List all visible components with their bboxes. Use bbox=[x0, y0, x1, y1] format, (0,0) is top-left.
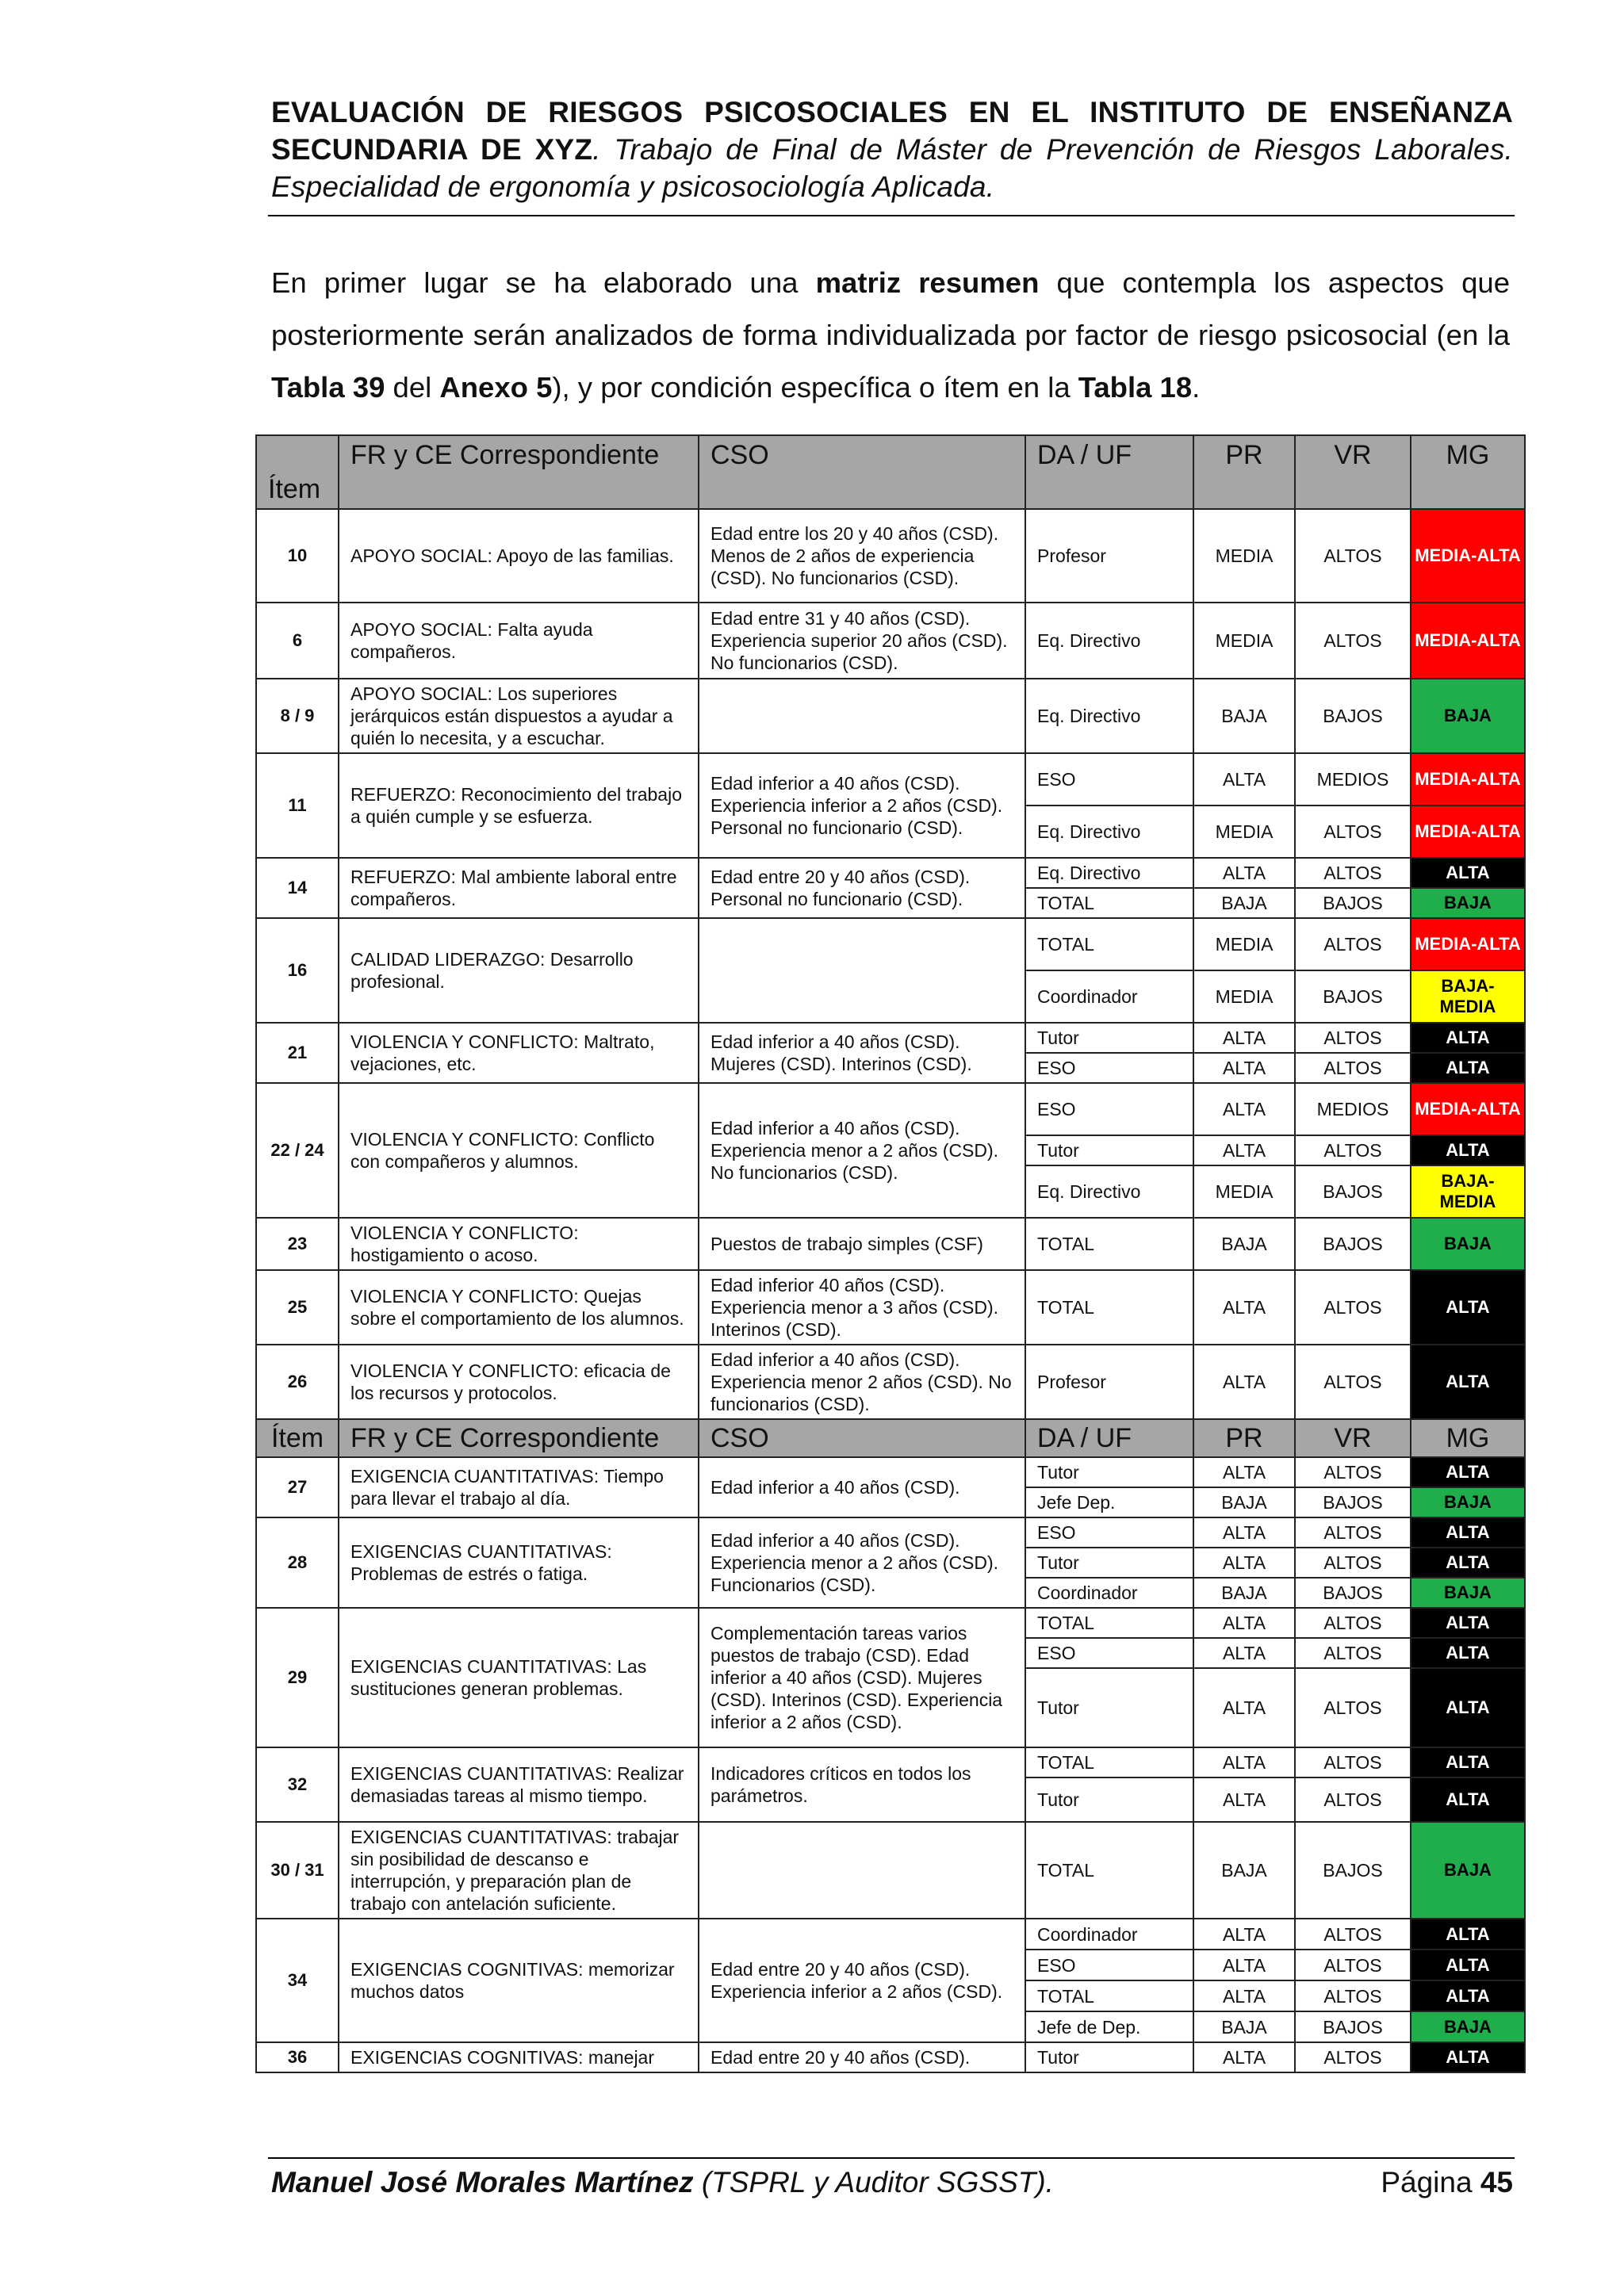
da-uf-cell: Tutor bbox=[1025, 1023, 1193, 1053]
risk-factor-cell: REFUERZO: Mal ambiente laboral entre compañeros. bbox=[339, 858, 699, 918]
vr-cell: ALTOS bbox=[1295, 918, 1411, 970]
mg-rating-badge: ALTA bbox=[1411, 1980, 1525, 2011]
intro-text: En primer lugar se ha elaborado una bbox=[271, 266, 816, 299]
vr-cell: BAJOS bbox=[1295, 1165, 1411, 1218]
pr-cell: MEDIA bbox=[1193, 1165, 1295, 1218]
header-cell-cso: CSO bbox=[699, 435, 1025, 509]
vr-cell: ALTOS bbox=[1295, 2042, 1411, 2072]
da-uf-cell: TOTAL bbox=[1025, 1270, 1193, 1345]
item-number: 22 / 24 bbox=[256, 1083, 339, 1218]
pr-cell: ALTA bbox=[1193, 1023, 1295, 1053]
da-uf-cell: TOTAL bbox=[1025, 1218, 1193, 1270]
da-uf-cell: Coordinador bbox=[1025, 1919, 1193, 1950]
pr-cell: ALTA bbox=[1193, 1083, 1295, 1135]
table-row bbox=[256, 2042, 1525, 2072]
cso-cell bbox=[699, 918, 1025, 1023]
item-number: 16 bbox=[256, 918, 339, 1023]
vr-cell: BAJOS bbox=[1295, 970, 1411, 1023]
risk-factor-cell: VIOLENCIA Y CONFLICTO: Conflicto con compañeros y alumnos. bbox=[339, 1083, 699, 1218]
da-uf-cell: TOTAL bbox=[1025, 1980, 1193, 2011]
intro-bold: matriz resumen bbox=[815, 266, 1040, 299]
table-row bbox=[256, 1083, 1525, 1135]
header-subtitle: . Trabajo de Final de Máster de Prevención de Riesgos Laborales. Especialidad de ergonomía y psicosociología Aplicada. bbox=[271, 133, 1513, 203]
intro-bold: Tabla 18 bbox=[1078, 371, 1193, 404]
mg-rating-badge: BAJA-MEDIA bbox=[1411, 1165, 1525, 1218]
intro-text: que contempla los aspectos que posteriormente serán analizados de forma individualizada por factor de riesgo psicosocial (en la bbox=[271, 266, 1511, 351]
vr-cell: ALTOS bbox=[1295, 1023, 1411, 1053]
header-cell-vr: VR bbox=[1295, 435, 1411, 509]
da-uf-cell: Tutor bbox=[1025, 1457, 1193, 1487]
vr-cell: ALTOS bbox=[1295, 1517, 1411, 1548]
da-uf-cell: TOTAL bbox=[1025, 1608, 1193, 1638]
table-header-row bbox=[256, 435, 1525, 509]
mg-rating-badge: MEDIA-ALTA bbox=[1411, 509, 1525, 603]
cso-cell: Edad inferior a 40 años (CSD). bbox=[699, 1457, 1025, 1517]
header-cell-cso: CSO bbox=[699, 1419, 1025, 1457]
running-header bbox=[271, 94, 1513, 205]
mg-rating-badge: ALTA bbox=[1411, 858, 1525, 888]
risk-factor-cell: EXIGENCIAS CUANTITATIVAS: Las sustituciones generan problemas. bbox=[339, 1608, 699, 1747]
mg-rating-badge: ALTA bbox=[1411, 1608, 1525, 1638]
da-uf-cell: TOTAL bbox=[1025, 1822, 1193, 1919]
item-number: 29 bbox=[256, 1608, 339, 1747]
item-number: 30 / 31 bbox=[256, 1822, 339, 1919]
vr-cell: BAJOS bbox=[1295, 2011, 1411, 2042]
item-number: 14 bbox=[256, 858, 339, 918]
header-cell-fr: FR y CE Correspondiente bbox=[339, 435, 699, 509]
table-row bbox=[256, 858, 1525, 888]
table-row bbox=[256, 1608, 1525, 1638]
cso-cell: Edad inferior a 40 años (CSD). Experiencia menor 2 años (CSD). No funcionarios (CSD). bbox=[699, 1345, 1025, 1419]
vr-cell: ALTOS bbox=[1295, 858, 1411, 888]
item-number: 32 bbox=[256, 1747, 339, 1822]
da-uf-cell: ESO bbox=[1025, 1083, 1193, 1135]
risk-factor-cell: VIOLENCIA Y CONFLICTO: Quejas sobre el comportamiento de los alumnos. bbox=[339, 1270, 699, 1345]
vr-cell: ALTOS bbox=[1295, 1345, 1411, 1419]
page-label: Página bbox=[1381, 2166, 1480, 2198]
vr-cell: ALTOS bbox=[1295, 1457, 1411, 1487]
pr-cell: ALTA bbox=[1193, 1457, 1295, 1487]
da-uf-cell: ESO bbox=[1025, 1638, 1193, 1668]
da-uf-cell: ESO bbox=[1025, 1053, 1193, 1083]
pr-cell: ALTA bbox=[1193, 1980, 1295, 2011]
mg-rating-badge: ALTA bbox=[1411, 1270, 1525, 1345]
item-number: 11 bbox=[256, 753, 339, 858]
vr-cell: ALTOS bbox=[1295, 1548, 1411, 1578]
header-cell-fr: FR y CE Correspondiente bbox=[339, 1419, 699, 1457]
vr-cell: BAJOS bbox=[1295, 1487, 1411, 1517]
risk-factor-cell: EXIGENCIAS COGNITIVAS: manejar bbox=[339, 2042, 699, 2072]
header-cell-da: DA / UF bbox=[1025, 1419, 1193, 1457]
mg-rating-badge: MEDIA-ALTA bbox=[1411, 918, 1525, 970]
item-number: 25 bbox=[256, 1270, 339, 1345]
mg-rating-badge: ALTA bbox=[1411, 1919, 1525, 1950]
intro-bold: Tabla 39 bbox=[271, 371, 385, 404]
vr-cell: ALTOS bbox=[1295, 1747, 1411, 1777]
table-row bbox=[256, 1023, 1525, 1053]
da-uf-cell: TOTAL bbox=[1025, 1747, 1193, 1777]
vr-cell: ALTOS bbox=[1295, 603, 1411, 679]
pr-cell: MEDIA bbox=[1193, 509, 1295, 603]
header-cell-item: Ítem bbox=[256, 1419, 339, 1457]
risk-factor-cell: VIOLENCIA Y CONFLICTO: eficacia de los recursos y protocolos. bbox=[339, 1345, 699, 1419]
pr-cell: ALTA bbox=[1193, 858, 1295, 888]
table-row bbox=[256, 1747, 1525, 1777]
table-row bbox=[256, 1345, 1525, 1419]
cso-cell: Edad entre los 20 y 40 años (CSD). Menos de 2 años de experiencia (CSD). No funcionarios (CSD). bbox=[699, 509, 1025, 603]
risk-factor-cell: APOYO SOCIAL: Los superiores jerárquicos están dispuestos a ayudar a quién lo necesita, y a escuchar. bbox=[339, 679, 699, 753]
cso-cell: Edad entre 20 y 40 años (CSD). Experiencia inferior a 2 años (CSD). bbox=[699, 1919, 1025, 2042]
risk-factor-cell: CALIDAD LIDERAZGO: Desarrollo profesional. bbox=[339, 918, 699, 1023]
pr-cell: ALTA bbox=[1193, 753, 1295, 806]
pr-cell: ALTA bbox=[1193, 1950, 1295, 1980]
mg-rating-badge: ALTA bbox=[1411, 1053, 1525, 1083]
page-footer bbox=[271, 2164, 1513, 2201]
header-cell-item: Ítem bbox=[256, 435, 339, 509]
vr-cell: ALTOS bbox=[1295, 1638, 1411, 1668]
pr-cell: ALTA bbox=[1193, 2042, 1295, 2072]
page-number bbox=[1381, 2164, 1513, 2201]
table-header-row bbox=[256, 1419, 1525, 1457]
pr-cell: MEDIA bbox=[1193, 806, 1295, 858]
pr-cell: ALTA bbox=[1193, 1517, 1295, 1548]
header-cell-pr: PR bbox=[1193, 435, 1295, 509]
footer-author: Manuel José Morales Martínez bbox=[271, 2166, 694, 2198]
pr-cell: ALTA bbox=[1193, 1919, 1295, 1950]
da-uf-cell: ESO bbox=[1025, 1950, 1193, 1980]
pr-cell: MEDIA bbox=[1193, 970, 1295, 1023]
da-uf-cell: Tutor bbox=[1025, 1668, 1193, 1747]
pr-cell: ALTA bbox=[1193, 1053, 1295, 1083]
risk-factor-cell: EXIGENCIAS CUANTITATIVAS: trabajar sin posibilidad de descanso e interrupción, y preparación plan de trabajo con antelación suficiente. bbox=[339, 1822, 699, 1919]
mg-rating-badge: ALTA bbox=[1411, 1950, 1525, 1980]
vr-cell: BAJOS bbox=[1295, 888, 1411, 918]
header-cell-mg: MG bbox=[1411, 1419, 1525, 1457]
mg-rating-badge: MEDIA-ALTA bbox=[1411, 1083, 1525, 1135]
risk-factor-cell: EXIGENCIAS CUANTITATIVAS: Problemas de estrés o fatiga. bbox=[339, 1517, 699, 1608]
item-number: 23 bbox=[256, 1218, 339, 1270]
table-row bbox=[256, 1270, 1525, 1345]
da-uf-cell: Tutor bbox=[1025, 2042, 1193, 2072]
mg-rating-badge: ALTA bbox=[1411, 1517, 1525, 1548]
da-uf-cell: Coordinador bbox=[1025, 1578, 1193, 1608]
cso-cell: Edad entre 20 y 40 años (CSD). bbox=[699, 2042, 1025, 2072]
mg-rating-badge: MEDIA-ALTA bbox=[1411, 753, 1525, 806]
header-cell-pr: PR bbox=[1193, 1419, 1295, 1457]
table-row bbox=[256, 918, 1525, 970]
risk-factor-cell: APOYO SOCIAL: Falta ayuda compañeros. bbox=[339, 603, 699, 679]
mg-rating-badge: BAJA bbox=[1411, 1822, 1525, 1919]
item-number: 34 bbox=[256, 1919, 339, 2042]
vr-cell: ALTOS bbox=[1295, 1919, 1411, 1950]
intro-bold: Anexo 5 bbox=[439, 371, 553, 404]
pr-cell: BAJA bbox=[1193, 888, 1295, 918]
risk-factor-cell: REFUERZO: Reconocimiento del trabajo a quién cumple y se esfuerza. bbox=[339, 753, 699, 858]
mg-rating-badge: ALTA bbox=[1411, 1548, 1525, 1578]
pr-cell: BAJA bbox=[1193, 1218, 1295, 1270]
vr-cell: BAJOS bbox=[1295, 1578, 1411, 1608]
vr-cell: BAJOS bbox=[1295, 1822, 1411, 1919]
vr-cell: ALTOS bbox=[1295, 1980, 1411, 2011]
summary-matrix-table bbox=[255, 434, 1526, 2073]
mg-rating-badge: BAJA bbox=[1411, 888, 1525, 918]
pr-cell: BAJA bbox=[1193, 1578, 1295, 1608]
mg-rating-badge: ALTA bbox=[1411, 1345, 1525, 1419]
da-uf-cell: Eq. Directivo bbox=[1025, 1165, 1193, 1218]
mg-rating-badge: ALTA bbox=[1411, 1023, 1525, 1053]
cso-cell: Puestos de trabajo simples (CSF) bbox=[699, 1218, 1025, 1270]
footer-rule bbox=[268, 2157, 1515, 2159]
vr-cell: BAJOS bbox=[1295, 679, 1411, 753]
risk-factor-cell: VIOLENCIA Y CONFLICTO: Maltrato, vejaciones, etc. bbox=[339, 1023, 699, 1083]
da-uf-cell: Jefe Dep. bbox=[1025, 1487, 1193, 1517]
da-uf-cell: TOTAL bbox=[1025, 918, 1193, 970]
item-number: 27 bbox=[256, 1457, 339, 1517]
mg-rating-badge: MEDIA-ALTA bbox=[1411, 806, 1525, 858]
mg-rating-badge: ALTA bbox=[1411, 1777, 1525, 1822]
da-uf-cell: Eq. Directivo bbox=[1025, 806, 1193, 858]
mg-rating-badge: ALTA bbox=[1411, 2042, 1525, 2072]
cso-cell: Indicadores críticos en todos los parámetros. bbox=[699, 1747, 1025, 1822]
risk-factor-cell: EXIGENCIAS COGNITIVAS: memorizar muchos datos bbox=[339, 1919, 699, 2042]
table-row bbox=[256, 1218, 1525, 1270]
da-uf-cell: ESO bbox=[1025, 1517, 1193, 1548]
pr-cell: ALTA bbox=[1193, 1548, 1295, 1578]
mg-rating-badge: ALTA bbox=[1411, 1638, 1525, 1668]
table-row bbox=[256, 603, 1525, 679]
table-row bbox=[256, 753, 1525, 806]
risk-factor-cell: VIOLENCIA Y CONFLICTO: hostigamiento o acoso. bbox=[339, 1218, 699, 1270]
mg-rating-badge: BAJA bbox=[1411, 1487, 1525, 1517]
header-cell-mg: MG bbox=[1411, 435, 1525, 509]
cso-cell bbox=[699, 1822, 1025, 1919]
pr-cell: ALTA bbox=[1193, 1747, 1295, 1777]
page-number-value: 45 bbox=[1480, 2166, 1513, 2198]
pr-cell: ALTA bbox=[1193, 1270, 1295, 1345]
mg-rating-badge: ALTA bbox=[1411, 1747, 1525, 1777]
table-row bbox=[256, 509, 1525, 603]
mg-rating-badge: BAJA bbox=[1411, 2011, 1525, 2042]
vr-cell: BAJOS bbox=[1295, 1218, 1411, 1270]
header-cell-da: DA / UF bbox=[1025, 435, 1193, 509]
pr-cell: ALTA bbox=[1193, 1345, 1295, 1419]
item-number: 6 bbox=[256, 603, 339, 679]
cso-cell: Edad inferior a 40 años (CSD). Experiencia inferior a 2 años (CSD). Personal no funcionario (CSD). bbox=[699, 753, 1025, 858]
da-uf-cell: Tutor bbox=[1025, 1135, 1193, 1165]
da-uf-cell: Profesor bbox=[1025, 509, 1193, 603]
vr-cell: ALTOS bbox=[1295, 1608, 1411, 1638]
vr-cell: MEDIOS bbox=[1295, 1083, 1411, 1135]
intro-text: ), y por condición específica o ítem en la bbox=[552, 371, 1078, 404]
da-uf-cell: Eq. Directivo bbox=[1025, 679, 1193, 753]
vr-cell: ALTOS bbox=[1295, 1135, 1411, 1165]
mg-rating-badge: ALTA bbox=[1411, 1668, 1525, 1747]
mg-rating-badge: ALTA bbox=[1411, 1457, 1525, 1487]
header-rule bbox=[268, 215, 1515, 216]
pr-cell: ALTA bbox=[1193, 1638, 1295, 1668]
da-uf-cell: Eq. Directivo bbox=[1025, 858, 1193, 888]
table-row bbox=[256, 1822, 1525, 1919]
pr-cell: BAJA bbox=[1193, 1487, 1295, 1517]
da-uf-cell: Eq. Directivo bbox=[1025, 603, 1193, 679]
vr-cell: ALTOS bbox=[1295, 1053, 1411, 1083]
vr-cell: MEDIOS bbox=[1295, 753, 1411, 806]
vr-cell: ALTOS bbox=[1295, 1270, 1411, 1345]
table-row bbox=[256, 679, 1525, 753]
pr-cell: BAJA bbox=[1193, 679, 1295, 753]
risk-factor-cell: EXIGENCIA CUANTITATIVAS: Tiempo para llevar el trabajo al día. bbox=[339, 1457, 699, 1517]
risk-factor-cell: EXIGENCIAS CUANTITATIVAS: Realizar demasiadas tareas al mismo tiempo. bbox=[339, 1747, 699, 1822]
pr-cell: BAJA bbox=[1193, 1822, 1295, 1919]
cso-cell: Edad inferior a 40 años (CSD). Mujeres (CSD). Interinos (CSD). bbox=[699, 1023, 1025, 1083]
da-uf-cell: Profesor bbox=[1025, 1345, 1193, 1419]
item-number: 36 bbox=[256, 2042, 339, 2072]
vr-cell: ALTOS bbox=[1295, 509, 1411, 603]
vr-cell: ALTOS bbox=[1295, 1950, 1411, 1980]
da-uf-cell: Tutor bbox=[1025, 1777, 1193, 1822]
vr-cell: ALTOS bbox=[1295, 1777, 1411, 1822]
vr-cell: ALTOS bbox=[1295, 1668, 1411, 1747]
intro-paragraph bbox=[271, 257, 1510, 414]
cso-cell bbox=[699, 679, 1025, 753]
intro-text: del bbox=[385, 371, 440, 404]
mg-rating-badge: BAJA-MEDIA bbox=[1411, 970, 1525, 1023]
cso-cell: Complementación tareas varios puestos de trabajo (CSD). Edad inferior a 40 años (CSD). Mujeres (CSD). Interinos (CSD). Experiencia inferior a 2 años (CSD). bbox=[699, 1608, 1025, 1747]
pr-cell: MEDIA bbox=[1193, 918, 1295, 970]
da-uf-cell: ESO bbox=[1025, 753, 1193, 806]
item-number: 10 bbox=[256, 509, 339, 603]
cso-cell: Edad entre 20 y 40 años (CSD). Personal no funcionario (CSD). bbox=[699, 858, 1025, 918]
mg-rating-badge: BAJA bbox=[1411, 1578, 1525, 1608]
item-number: 26 bbox=[256, 1345, 339, 1419]
item-number: 28 bbox=[256, 1517, 339, 1608]
pr-cell: BAJA bbox=[1193, 2011, 1295, 2042]
intro-text: . bbox=[1192, 371, 1201, 404]
footer-role: (TSPRL y Auditor SGSST). bbox=[693, 2166, 1054, 2198]
mg-rating-badge: MEDIA-ALTA bbox=[1411, 603, 1525, 679]
cso-cell: Edad entre 31 y 40 años (CSD). Experiencia superior 20 años (CSD). No funcionarios (CSD). bbox=[699, 603, 1025, 679]
table-row bbox=[256, 1457, 1525, 1487]
mg-rating-badge: BAJA bbox=[1411, 679, 1525, 753]
item-number: 8 / 9 bbox=[256, 679, 339, 753]
da-uf-cell: Jefe de Dep. bbox=[1025, 2011, 1193, 2042]
da-uf-cell: TOTAL bbox=[1025, 888, 1193, 918]
pr-cell: ALTA bbox=[1193, 1777, 1295, 1822]
cso-cell: Edad inferior a 40 años (CSD). Experiencia menor a 2 años (CSD). No funcionarios (CSD). bbox=[699, 1083, 1025, 1218]
pr-cell: MEDIA bbox=[1193, 603, 1295, 679]
cso-cell: Edad inferior a 40 años (CSD). Experiencia menor a 2 años (CSD). Funcionarios (CSD). bbox=[699, 1517, 1025, 1608]
pr-cell: ALTA bbox=[1193, 1135, 1295, 1165]
pr-cell: ALTA bbox=[1193, 1608, 1295, 1638]
mg-rating-badge: BAJA bbox=[1411, 1218, 1525, 1270]
vr-cell: ALTOS bbox=[1295, 806, 1411, 858]
header-cell-vr: VR bbox=[1295, 1419, 1411, 1457]
mg-rating-badge: ALTA bbox=[1411, 1135, 1525, 1165]
item-number: 21 bbox=[256, 1023, 339, 1083]
cso-cell: Edad inferior 40 años (CSD). Experiencia menor a 3 años (CSD). Interinos (CSD). bbox=[699, 1270, 1025, 1345]
risk-factor-cell: APOYO SOCIAL: Apoyo de las familias. bbox=[339, 509, 699, 603]
header-title: EVALUACIÓN DE RIESGOS PSICOSOCIALES EN EL INSTITUTO DE ENSEÑANZA SECUNDARIA DE XYZ bbox=[271, 96, 1513, 166]
da-uf-cell: Tutor bbox=[1025, 1548, 1193, 1578]
table-row bbox=[256, 1919, 1525, 1950]
table-row bbox=[256, 1517, 1525, 1548]
da-uf-cell: Coordinador bbox=[1025, 970, 1193, 1023]
pr-cell: ALTA bbox=[1193, 1668, 1295, 1747]
